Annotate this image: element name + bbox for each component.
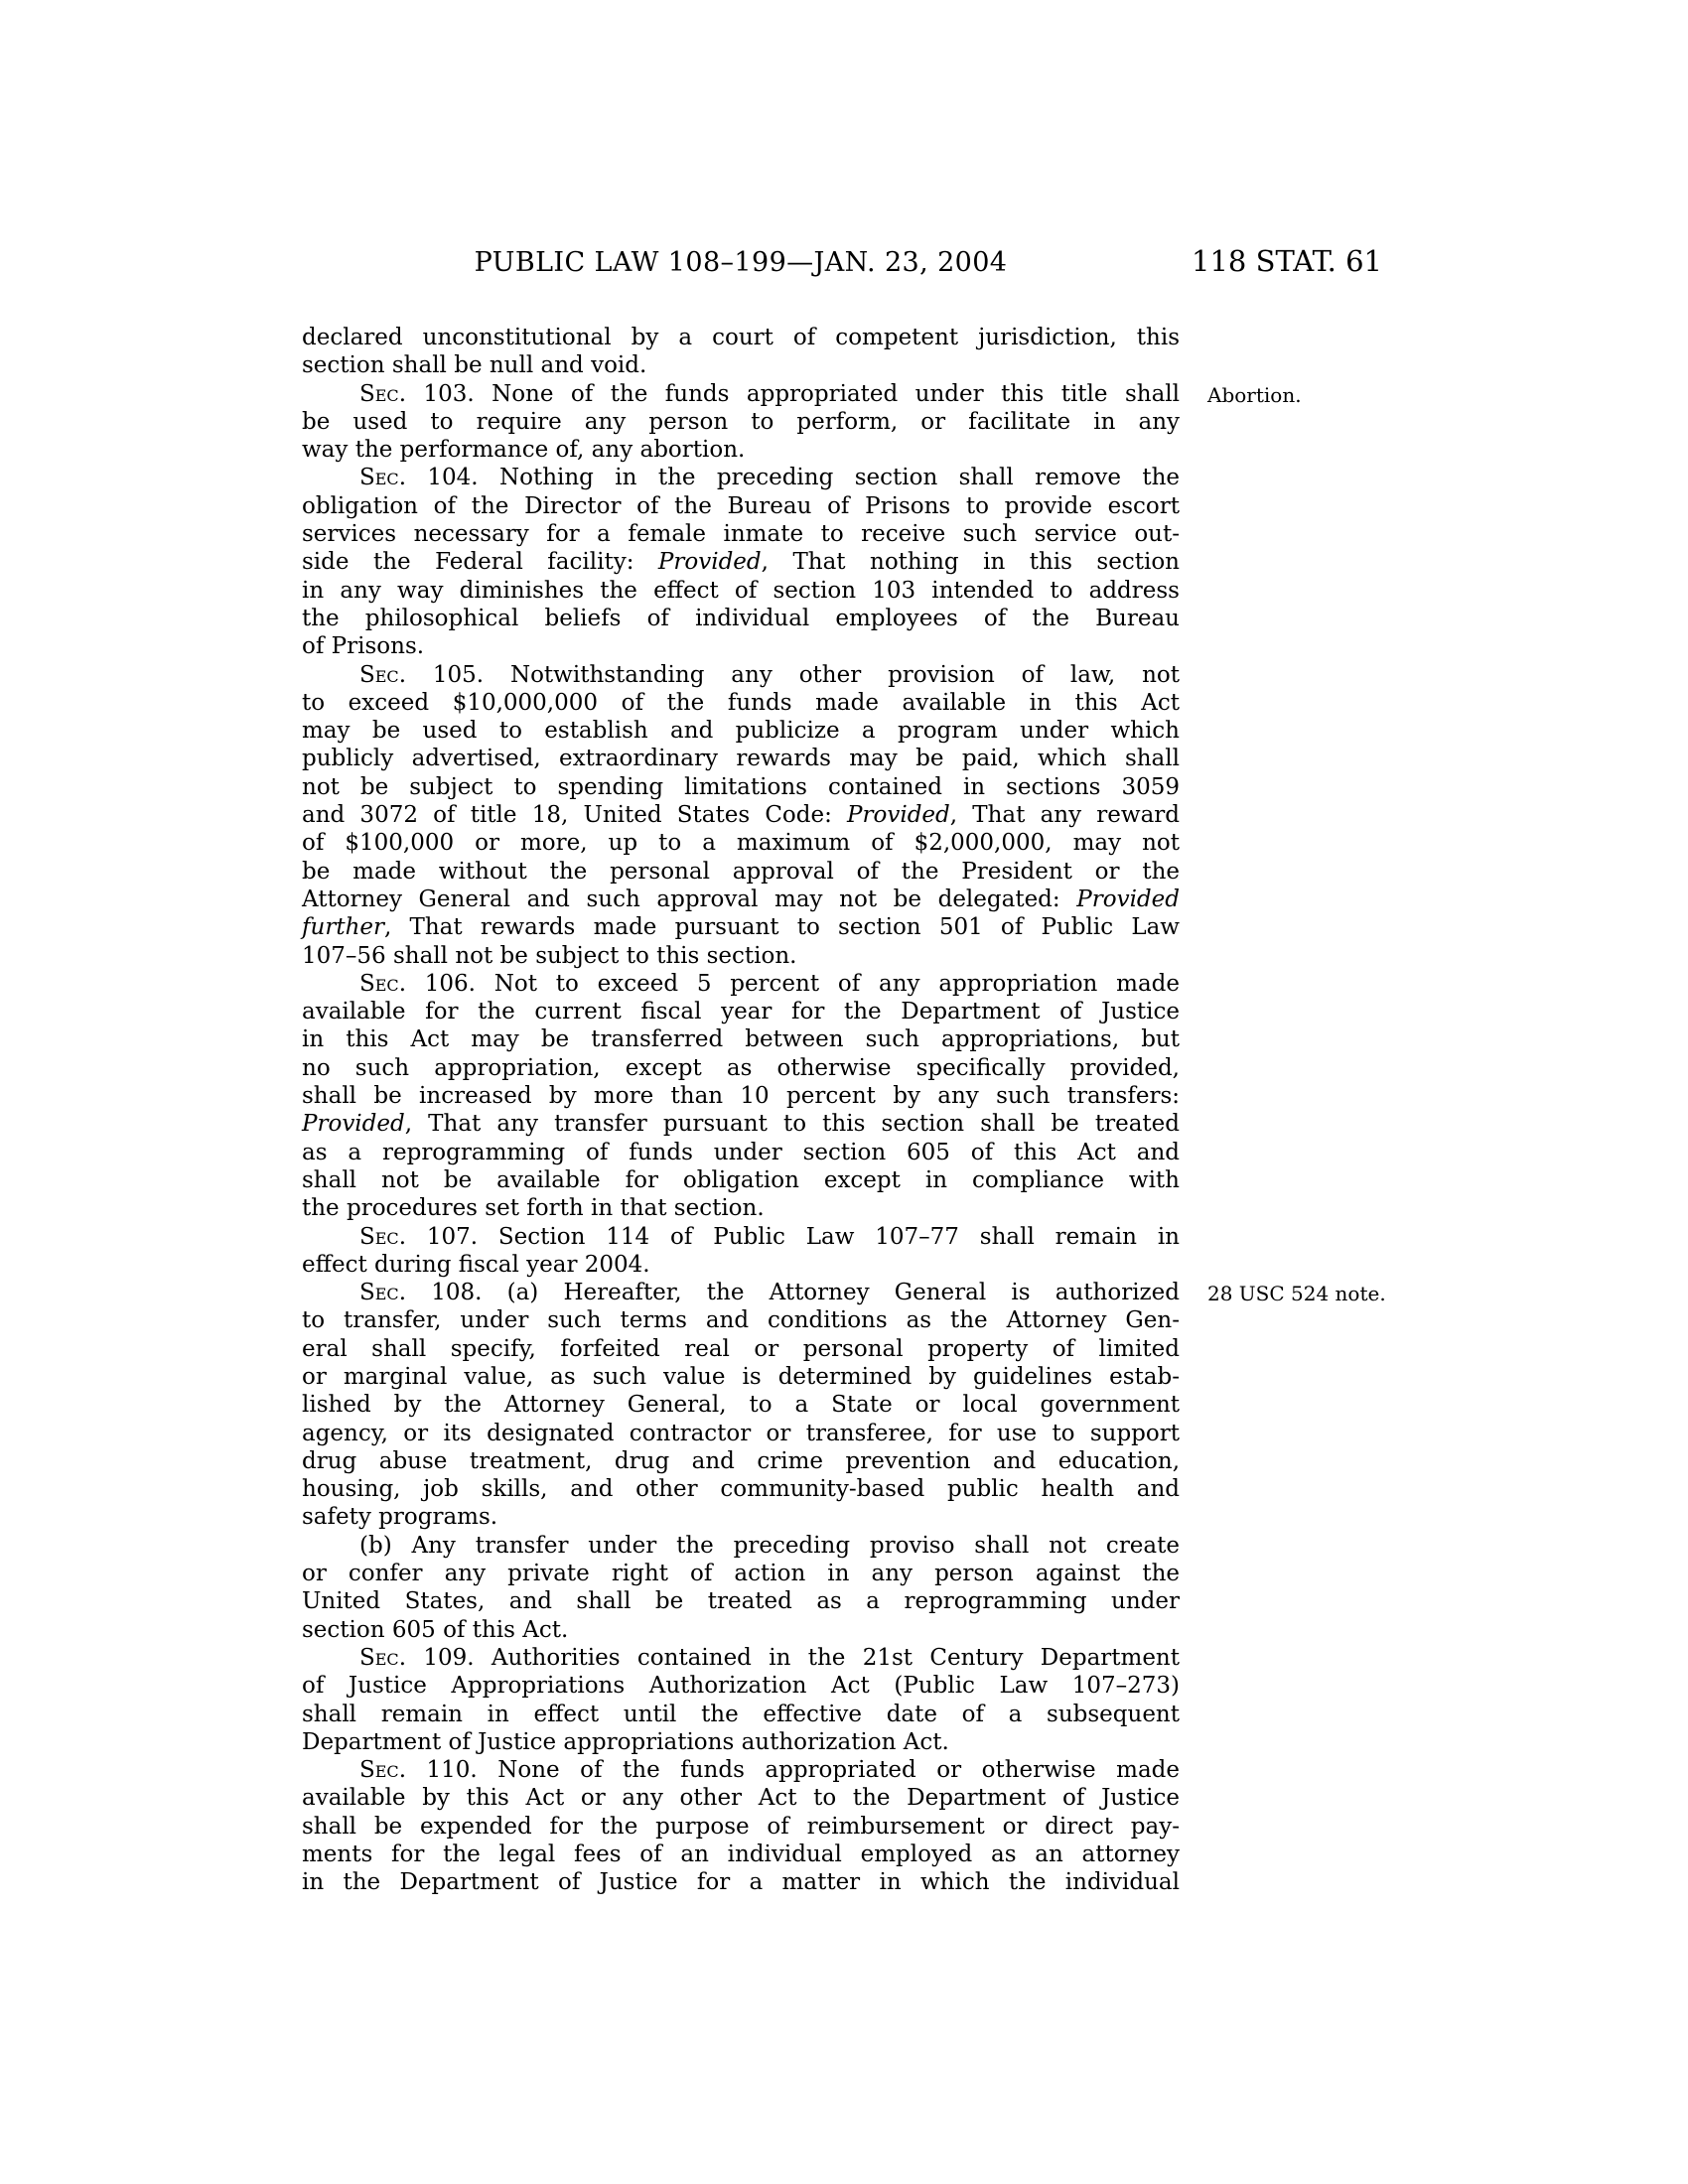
paragraph xyxy=(302,1532,1180,1644)
text-line xyxy=(302,351,1180,379)
smallcaps-text: Sec xyxy=(359,1223,399,1250)
body-text: Department of Justice appropriations authorization Act. xyxy=(302,1728,949,1755)
text-line xyxy=(302,1194,1180,1222)
paragraph xyxy=(302,464,1180,660)
text-line xyxy=(302,1110,1180,1138)
text-line xyxy=(302,436,1180,464)
running-head-law-title: PUBLIC LAW 108–199—JAN. 23, 2004 xyxy=(474,247,1008,278)
body-text: . 104. Nothing in the preceding section shall remove the xyxy=(398,465,1180,491)
body-text: side the Federal facility: xyxy=(302,549,658,576)
body-text: safety programs. xyxy=(302,1504,498,1531)
text-line xyxy=(302,577,1180,605)
text-line xyxy=(302,942,1180,970)
body-text: . 107. Section 114 of Public Law 107–77 shall remain in xyxy=(398,1223,1180,1250)
body-text: in this Act may be transferred between such appropriations, but xyxy=(302,1026,1180,1053)
text-line xyxy=(302,1166,1180,1194)
smallcaps-text: Sec xyxy=(359,465,399,491)
text-line xyxy=(302,324,1180,351)
text-line xyxy=(302,1391,1180,1419)
text-line xyxy=(302,1475,1180,1503)
text-line xyxy=(302,1616,1180,1644)
text-line xyxy=(302,1251,1180,1279)
text-line xyxy=(302,1756,1180,1784)
body-text: shall remain in effect until the effective date of a subsequent xyxy=(302,1701,1180,1727)
text-line xyxy=(302,1025,1180,1053)
text-line xyxy=(302,858,1180,886)
text-line xyxy=(302,1503,1180,1531)
body-text: . 109. Authorities contained in the 21st Century Department xyxy=(398,1644,1180,1671)
body-text: in any way diminishes the effect of section 103 intended to address xyxy=(302,577,1180,604)
body-text: , That nothing in this section xyxy=(761,549,1180,576)
text-line xyxy=(302,1335,1180,1363)
paragraph xyxy=(302,380,1302,465)
body-text: , That any transfer pursuant to this section shall be treated xyxy=(404,1111,1180,1138)
body-text: shall not be available for obligation except in compliance with xyxy=(302,1166,1180,1193)
body-text: . 106. Not to exceed 5 percent of any appropriation made xyxy=(398,970,1180,997)
body-text: section shall be null and void. xyxy=(302,352,647,379)
text-line xyxy=(302,1279,1180,1306)
text-line xyxy=(302,1139,1180,1166)
body-text: or confer any private right of action in any person against the xyxy=(302,1561,1180,1587)
body-text: publicly advertised, extraordinary rewards may be paid, which shall xyxy=(302,746,1180,772)
body-text: of Justice Appropriations Authorization Act (Public Law 107–273) xyxy=(302,1673,1180,1700)
body-text: , That any reward xyxy=(949,802,1180,829)
body-text: housing, job skills, and other community-based public health and xyxy=(302,1476,1180,1503)
italic-text: Provided xyxy=(302,1111,405,1138)
text-line xyxy=(302,829,1180,857)
body-text: to transfer, under such terms and conditions as the Attorney Gen- xyxy=(302,1307,1180,1334)
text-line xyxy=(302,408,1180,436)
text-line xyxy=(302,745,1180,772)
text-line xyxy=(302,1363,1180,1391)
text-line xyxy=(302,1306,1180,1334)
body-text: available for the current fiscal year for the Department of Justice xyxy=(302,999,1180,1025)
text-line xyxy=(302,1672,1180,1700)
smallcaps-text: Sec xyxy=(359,661,399,688)
body-text: shall be expended for the purpose of reimbursement or direct pay- xyxy=(302,1813,1180,1840)
text-line xyxy=(302,632,1180,660)
text-line xyxy=(302,689,1180,717)
body-text: of Prisons. xyxy=(302,633,425,660)
text-line xyxy=(302,548,1180,576)
paragraph xyxy=(302,661,1180,970)
body-text: available by this Act or any other Act to the Department of Justice xyxy=(302,1785,1180,1812)
document-body xyxy=(302,324,1386,1897)
body-text: (b) Any transfer under the preceding proviso shall not create xyxy=(359,1532,1180,1559)
text-line xyxy=(302,380,1180,408)
body-text: in the Department of Justice for a matter in which the individual xyxy=(302,1869,1180,1896)
text-line xyxy=(302,1054,1180,1082)
text-line xyxy=(302,717,1180,745)
body-text: the procedures set forth in that section. xyxy=(302,1195,765,1222)
body-text: . 103. None of the funds appropriated under this title shall xyxy=(398,380,1180,407)
text-line xyxy=(302,1223,1180,1251)
text-line xyxy=(302,1532,1180,1560)
paragraph xyxy=(302,1644,1180,1756)
body-text: drug abuse treatment, drug and crime prevention and education, xyxy=(302,1447,1180,1474)
text-line xyxy=(302,1701,1180,1728)
text-line xyxy=(302,1644,1180,1672)
text-line xyxy=(302,1813,1180,1841)
body-text: , That rewards made pursuant to section 501 of Public Law xyxy=(383,914,1180,941)
body-text: agency, or its designated contractor or transferee, for use to support xyxy=(302,1420,1180,1446)
body-text: ments for the legal fees of an individual employed as an attorney xyxy=(302,1842,1180,1868)
body-text: the philosophical beliefs of individual employees of the Bureau xyxy=(302,605,1180,631)
body-text: . 105. Notwithstanding any other provision of law, not xyxy=(398,661,1180,688)
smallcaps-text: Sec xyxy=(359,1757,399,1784)
text-line xyxy=(302,1728,1180,1756)
paragraph xyxy=(302,1223,1180,1280)
text-line xyxy=(302,1841,1180,1868)
text-line xyxy=(302,520,1180,548)
paragraph xyxy=(302,324,1180,380)
body-text: of $100,000 or more, up to a maximum of $2,000,000, may not xyxy=(302,830,1180,857)
text-line xyxy=(302,773,1180,801)
text-line xyxy=(302,913,1180,941)
body-text: declared unconstitutional by a court of competent jurisdiction, this xyxy=(302,325,1180,350)
body-text: United States, and shall be treated as a reprogramming under xyxy=(302,1588,1180,1615)
text-line xyxy=(302,886,1180,913)
body-text: Attorney General and such approval may not be delegated: xyxy=(302,886,1077,912)
body-text: . 110. None of the funds appropriated or otherwise made xyxy=(398,1757,1180,1784)
body-text: may be used to establish and publicize a program under which xyxy=(302,718,1180,745)
running-head-stat-page: 118 STAT. 61 xyxy=(1192,244,1382,278)
smallcaps-text: Sec xyxy=(359,380,399,407)
margin-note: Abortion. xyxy=(1207,382,1302,407)
body-text: to exceed $10,000,000 of the funds made available in this Act xyxy=(302,689,1180,716)
body-text: . 108. (a) Hereafter, the Attorney General is authorized xyxy=(398,1280,1180,1306)
body-text: not be subject to spending limitations contained in sections 3059 xyxy=(302,773,1180,800)
text-line xyxy=(302,1082,1180,1110)
text-line xyxy=(302,998,1180,1025)
text-line xyxy=(302,605,1180,632)
body-text: services necessary for a female inmate to receive such service out- xyxy=(302,521,1180,548)
italic-text: Provided xyxy=(847,802,950,829)
body-text: eral shall specify, forfeited real or personal property of limited xyxy=(302,1335,1180,1362)
smallcaps-text: Sec xyxy=(359,970,399,997)
text-line xyxy=(302,1560,1180,1587)
body-text: 107–56 shall not be subject to this section. xyxy=(302,942,797,969)
body-text: as a reprogramming of funds under section 605 of this Act and xyxy=(302,1139,1180,1165)
text-line xyxy=(302,801,1180,829)
smallcaps-text: Sec xyxy=(359,1644,399,1671)
smallcaps-text: Sec xyxy=(359,1280,399,1306)
italic-text: Provided xyxy=(657,549,762,576)
body-text: and 3072 of title 18, United States Code: xyxy=(302,802,848,829)
text-line xyxy=(302,1868,1180,1896)
body-text: be used to require any person to perform, or facilitate in any xyxy=(302,408,1180,435)
text-line xyxy=(302,464,1180,491)
body-text: way the performance of, any abortion. xyxy=(302,437,746,464)
text-line xyxy=(302,970,1180,998)
italic-text: further xyxy=(302,914,384,941)
text-line xyxy=(302,1420,1180,1447)
paragraph xyxy=(302,1279,1386,1532)
body-text: be made without the personal approval of the President or the xyxy=(302,858,1180,885)
text-line xyxy=(302,1784,1180,1812)
body-text: obligation of the Director of the Bureau of Prisons to provide escort xyxy=(302,492,1180,519)
text-line xyxy=(302,661,1180,689)
paragraph xyxy=(302,1756,1180,1896)
text-line xyxy=(302,1447,1180,1475)
body-text: effect during fiscal year 2004. xyxy=(302,1251,650,1278)
body-text: no such appropriation, except as otherwise specifically provided, xyxy=(302,1054,1180,1081)
paragraph xyxy=(302,970,1180,1223)
body-text: or marginal value, as such value is determined by guidelines estab- xyxy=(302,1363,1180,1390)
body-text: section 605 of this Act. xyxy=(302,1616,569,1643)
italic-text: Provided xyxy=(1076,886,1180,912)
body-text: shall be increased by more than 10 percent by any such transfers: xyxy=(302,1083,1180,1110)
body-text: lished by the Attorney General, to a State or local government xyxy=(302,1392,1180,1419)
margin-note: 28 USC 524 note. xyxy=(1207,1282,1386,1306)
text-line xyxy=(302,492,1180,520)
text-line xyxy=(302,1587,1180,1615)
